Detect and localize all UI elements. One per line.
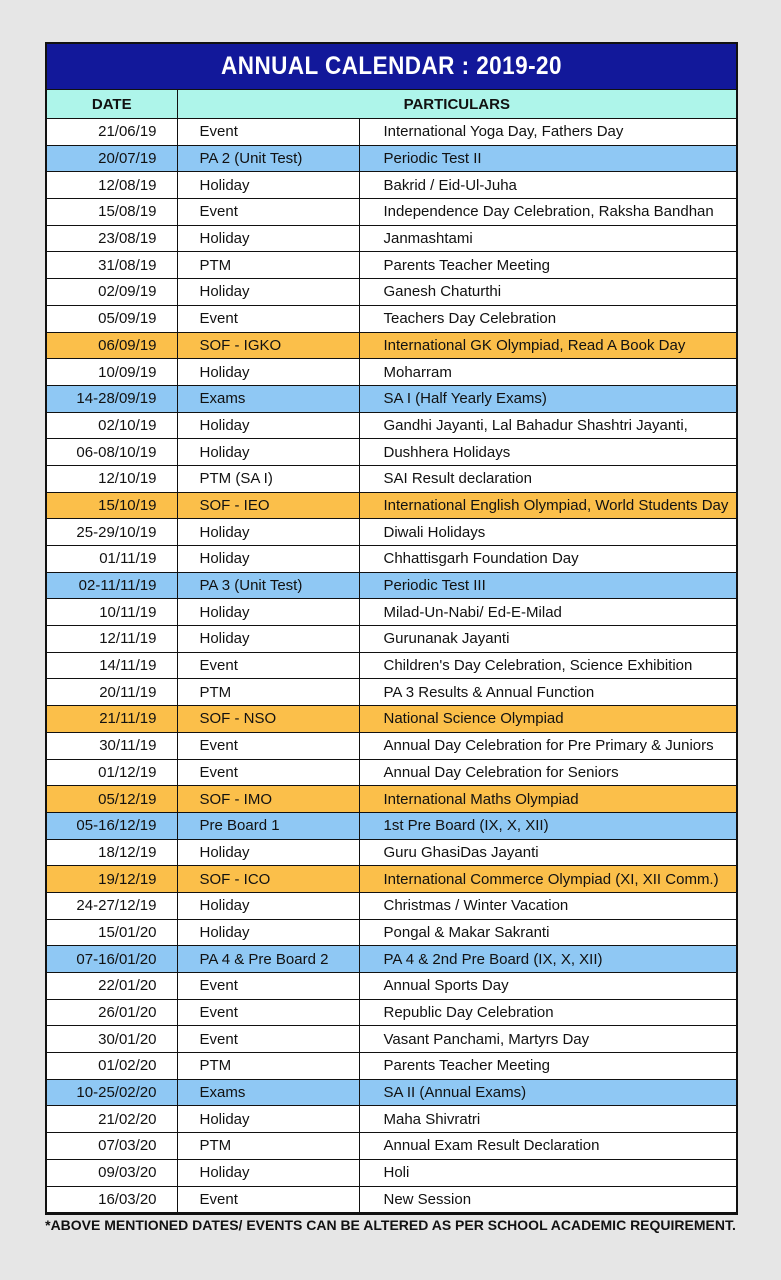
table-row [47, 1106, 736, 1133]
description-cell: Guru GhasiDas Jayanti [359, 839, 736, 866]
category-cell: Exams [177, 1079, 359, 1106]
description-cell: Periodic Test III [359, 572, 736, 599]
description-cell: Periodic Test II [359, 145, 736, 172]
category-cell: Event [177, 305, 359, 332]
table-row [47, 1186, 736, 1213]
date-cell: 02/09/19 [47, 279, 177, 306]
category-cell: Holiday [177, 225, 359, 252]
table-row [47, 385, 736, 412]
date-cell: 07/03/20 [47, 1133, 177, 1160]
date-cell: 05-16/12/19 [47, 812, 177, 839]
date-cell: 25-29/10/19 [47, 519, 177, 546]
description-cell: Chhattisgarh Foundation Day [359, 546, 736, 573]
table-row [47, 252, 736, 279]
description-cell: PA 4 & 2nd Pre Board (IX, X, XII) [359, 946, 736, 973]
table-row [47, 572, 736, 599]
date-header: DATE [47, 90, 177, 119]
table-row [47, 652, 736, 679]
category-cell: Holiday [177, 839, 359, 866]
date-cell: 30/01/20 [47, 1026, 177, 1053]
description-cell: Parents Teacher Meeting [359, 1053, 736, 1080]
table-row [47, 439, 736, 466]
date-cell: 21/11/19 [47, 706, 177, 733]
table-row [47, 465, 736, 492]
category-cell: Event [177, 1026, 359, 1053]
category-cell: SOF - NSO [177, 706, 359, 733]
description-cell: Diwali Holidays [359, 519, 736, 546]
calendar-sheet [45, 42, 738, 1215]
table-row [47, 626, 736, 653]
category-cell: PTM [177, 679, 359, 706]
table-row [47, 359, 736, 386]
description-cell: Janmashtami [359, 225, 736, 252]
category-cell: SOF - ICO [177, 866, 359, 893]
date-cell: 10/09/19 [47, 359, 177, 386]
description-cell: SA II (Annual Exams) [359, 1079, 736, 1106]
date-cell: 01/02/20 [47, 1053, 177, 1080]
date-cell: 05/12/19 [47, 786, 177, 813]
category-cell: Holiday [177, 599, 359, 626]
description-cell: Bakrid / Eid-Ul-Juha [359, 172, 736, 199]
category-cell: PTM [177, 1053, 359, 1080]
description-cell: Children's Day Celebration, Science Exhibition [359, 652, 736, 679]
date-cell: 01/11/19 [47, 546, 177, 573]
category-cell: Holiday [177, 892, 359, 919]
description-cell: Ganesh Chaturthi [359, 279, 736, 306]
table-row [47, 119, 736, 146]
calendar-title: ANNUAL CALENDAR : 2019-20 [81, 44, 701, 89]
date-cell: 06/09/19 [47, 332, 177, 359]
table-row [47, 812, 736, 839]
table-row [47, 946, 736, 973]
category-cell: Holiday [177, 919, 359, 946]
date-cell: 20/07/19 [47, 145, 177, 172]
description-cell: Pongal & Makar Sakranti [359, 919, 736, 946]
date-cell: 20/11/19 [47, 679, 177, 706]
date-cell: 09/03/20 [47, 1159, 177, 1186]
description-cell: Annual Sports Day [359, 973, 736, 1000]
date-cell: 02/10/19 [47, 412, 177, 439]
table-row [47, 706, 736, 733]
date-cell: 24-27/12/19 [47, 892, 177, 919]
table-row [47, 919, 736, 946]
description-cell: Annual Day Celebration for Seniors [359, 759, 736, 786]
date-cell: 18/12/19 [47, 839, 177, 866]
description-cell: Holi [359, 1159, 736, 1186]
category-cell: Holiday [177, 279, 359, 306]
title-bar [47, 44, 736, 90]
date-cell: 12/11/19 [47, 626, 177, 653]
table-row [47, 172, 736, 199]
header-row [47, 90, 736, 119]
table-row [47, 759, 736, 786]
category-cell: Event [177, 759, 359, 786]
category-cell: Holiday [177, 172, 359, 199]
description-cell: SAI Result declaration [359, 465, 736, 492]
category-cell: Event [177, 973, 359, 1000]
date-cell: 06-08/10/19 [47, 439, 177, 466]
category-cell: Exams [177, 385, 359, 412]
category-cell: Event [177, 199, 359, 226]
table-row [47, 679, 736, 706]
table-row [47, 1133, 736, 1160]
date-cell: 21/02/20 [47, 1106, 177, 1133]
description-cell: Gandhi Jayanti, Lal Bahadur Shashtri Jayanti, [359, 412, 736, 439]
table-row [47, 1159, 736, 1186]
category-cell: PA 3 (Unit Test) [177, 572, 359, 599]
category-cell: Holiday [177, 1159, 359, 1186]
date-cell: 21/06/19 [47, 119, 177, 146]
date-cell: 05/09/19 [47, 305, 177, 332]
table-row [47, 973, 736, 1000]
table-row [47, 1079, 736, 1106]
category-cell: Pre Board 1 [177, 812, 359, 839]
description-cell: International Yoga Day, Fathers Day [359, 119, 736, 146]
description-cell: 1st Pre Board (IX, X, XII) [359, 812, 736, 839]
date-cell: 15/10/19 [47, 492, 177, 519]
description-cell: Moharram [359, 359, 736, 386]
category-cell: Holiday [177, 519, 359, 546]
description-cell: PA 3 Results & Annual Function [359, 679, 736, 706]
date-cell: 23/08/19 [47, 225, 177, 252]
description-cell: International Commerce Olympiad (XI, XII Comm.) [359, 866, 736, 893]
date-cell: 10-25/02/20 [47, 1079, 177, 1106]
calendar-table [47, 90, 736, 1213]
table-row [47, 599, 736, 626]
footnote: *ABOVE MENTIONED DATES/ EVENTS CAN BE ALTERED AS PER SCHOOL ACADEMIC REQUIREMENT. [45, 1217, 736, 1233]
category-cell: Holiday [177, 626, 359, 653]
table-row [47, 279, 736, 306]
category-cell: Event [177, 732, 359, 759]
category-cell: Holiday [177, 546, 359, 573]
description-cell: Christmas / Winter Vacation [359, 892, 736, 919]
date-cell: 07-16/01/20 [47, 946, 177, 973]
date-cell: 01/12/19 [47, 759, 177, 786]
description-cell: Gurunanak Jayanti [359, 626, 736, 653]
date-cell: 14-28/09/19 [47, 385, 177, 412]
table-row [47, 412, 736, 439]
description-cell: International GK Olympiad, Read A Book Day [359, 332, 736, 359]
date-cell: 16/03/20 [47, 1186, 177, 1213]
date-cell: 22/01/20 [47, 973, 177, 1000]
category-cell: PA 4 & Pre Board 2 [177, 946, 359, 973]
description-cell: Teachers Day Celebration [359, 305, 736, 332]
category-cell: Event [177, 1186, 359, 1213]
date-cell: 12/10/19 [47, 465, 177, 492]
description-cell: Annual Day Celebration for Pre Primary & Juniors [359, 732, 736, 759]
category-cell: PTM [177, 252, 359, 279]
description-cell: Annual Exam Result Declaration [359, 1133, 736, 1160]
table-row [47, 492, 736, 519]
category-cell: Event [177, 652, 359, 679]
description-cell: Independence Day Celebration, Raksha Bandhan [359, 199, 736, 226]
category-cell: Holiday [177, 439, 359, 466]
calendar-rows [47, 119, 736, 1213]
date-cell: 10/11/19 [47, 599, 177, 626]
category-cell: Event [177, 119, 359, 146]
category-cell: Holiday [177, 1106, 359, 1133]
table-row [47, 1026, 736, 1053]
date-cell: 30/11/19 [47, 732, 177, 759]
table-row [47, 145, 736, 172]
table-row [47, 866, 736, 893]
table-row [47, 199, 736, 226]
description-cell: SA I (Half Yearly Exams) [359, 385, 736, 412]
description-cell: Dushhera Holidays [359, 439, 736, 466]
table-row [47, 519, 736, 546]
description-cell: Vasant Panchami, Martyrs Day [359, 1026, 736, 1053]
date-cell: 31/08/19 [47, 252, 177, 279]
date-cell: 12/08/19 [47, 172, 177, 199]
description-cell: Republic Day Celebration [359, 999, 736, 1026]
table-row [47, 332, 736, 359]
table-row [47, 786, 736, 813]
category-cell: SOF - IEO [177, 492, 359, 519]
table-row [47, 546, 736, 573]
date-cell: 26/01/20 [47, 999, 177, 1026]
table-row [47, 1053, 736, 1080]
category-cell: PTM [177, 1133, 359, 1160]
table-row [47, 999, 736, 1026]
date-cell: 02-11/11/19 [47, 572, 177, 599]
category-cell: Holiday [177, 359, 359, 386]
category-cell: Event [177, 999, 359, 1026]
description-cell: International Maths Olympiad [359, 786, 736, 813]
table-row [47, 892, 736, 919]
particulars-header: PARTICULARS [177, 90, 736, 119]
description-cell: Milad-Un-Nabi/ Ed-E-Milad [359, 599, 736, 626]
date-cell: 15/08/19 [47, 199, 177, 226]
table-row [47, 225, 736, 252]
description-cell: Maha Shivratri [359, 1106, 736, 1133]
table-row [47, 305, 736, 332]
table-row [47, 732, 736, 759]
category-cell: SOF - IMO [177, 786, 359, 813]
description-cell: International English Olympiad, World Students Day [359, 492, 736, 519]
description-cell: New Session [359, 1186, 736, 1213]
category-cell: PTM (SA I) [177, 465, 359, 492]
date-cell: 15/01/20 [47, 919, 177, 946]
table-row [47, 839, 736, 866]
date-cell: 19/12/19 [47, 866, 177, 893]
category-cell: Holiday [177, 412, 359, 439]
description-cell: National Science Olympiad [359, 706, 736, 733]
description-cell: Parents Teacher Meeting [359, 252, 736, 279]
category-cell: SOF - IGKO [177, 332, 359, 359]
date-cell: 14/11/19 [47, 652, 177, 679]
category-cell: PA 2 (Unit Test) [177, 145, 359, 172]
